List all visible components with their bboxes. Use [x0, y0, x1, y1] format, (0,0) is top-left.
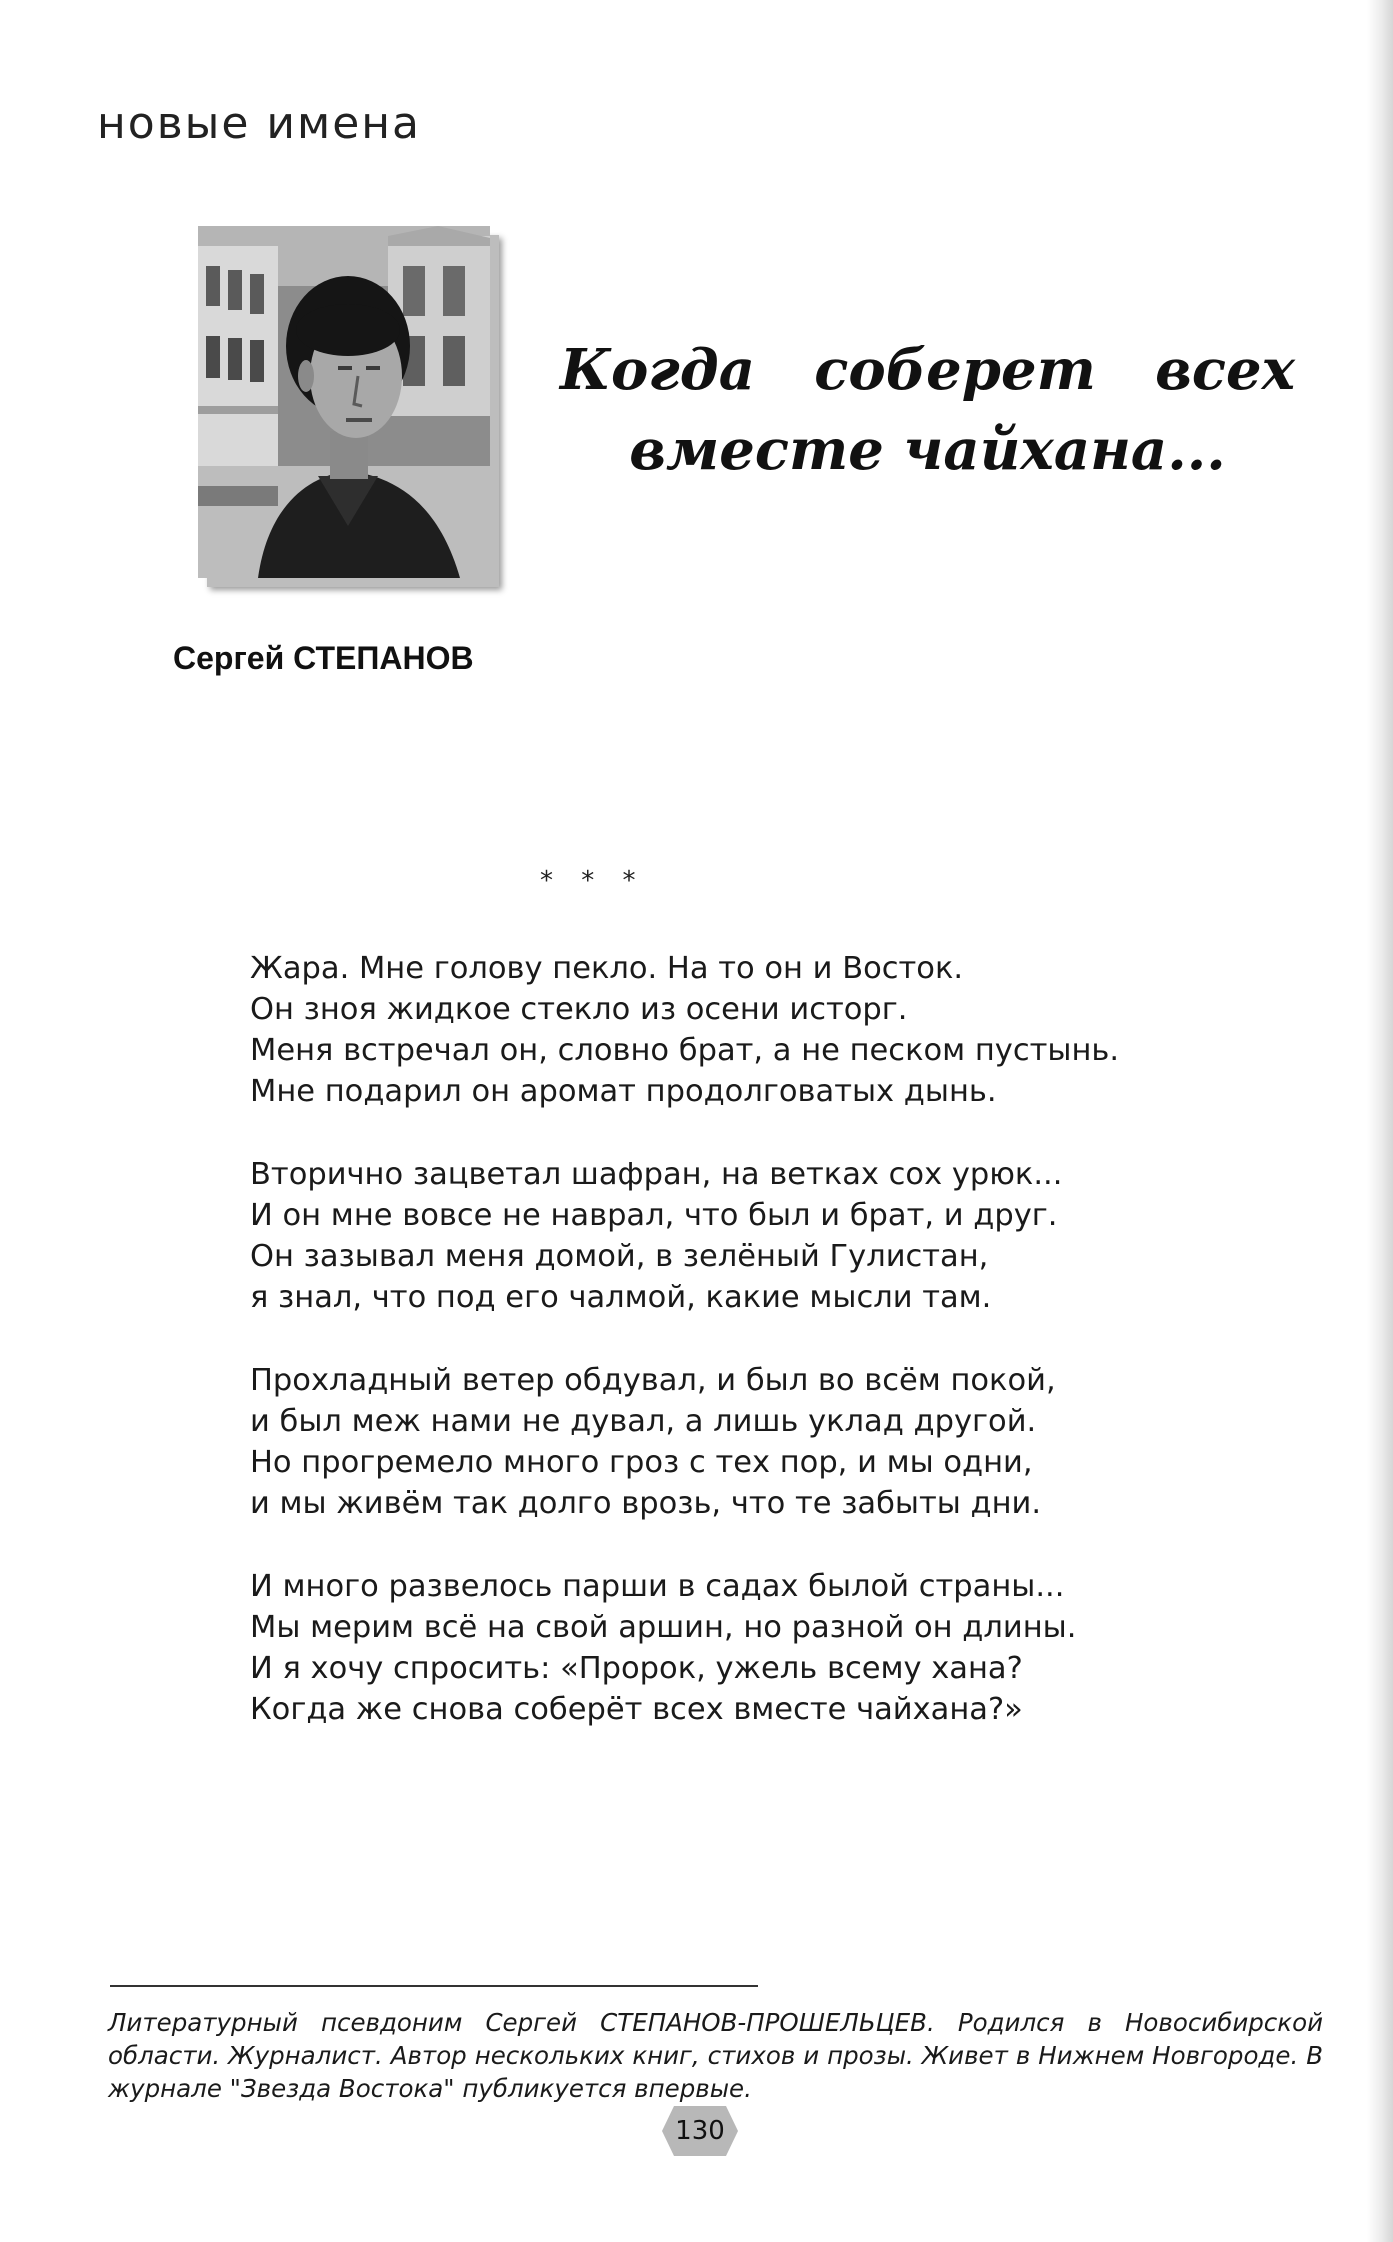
stanza [250, 1154, 1150, 1318]
poem-line: И много развелось парши в садах былой страны... [250, 1569, 1065, 1604]
stanza [250, 1566, 1150, 1730]
poem-line: Мне подарил он аромат продолговатых дынь. [250, 1074, 997, 1109]
poem-separator: * * * [540, 866, 646, 896]
footnote-divider [110, 1985, 758, 1987]
poem-line: Мы мерим всё на свой аршин, но разной он длины. [250, 1610, 1077, 1645]
poem-title-line-2: вместе чайхана... [629, 417, 1226, 483]
poem-title-line-1 [560, 330, 1295, 410]
page-number: 130 [675, 2116, 725, 2146]
poem-line: Он зноя жидкое стекло из осени исторг. [250, 992, 908, 1027]
author-photo [198, 226, 490, 578]
poem-line: я знал, что под его чалмой, какие мысли там. [250, 1280, 992, 1315]
poem-line: Когда же снова соберёт всех вместе чайхана?» [250, 1692, 1023, 1727]
title-word: соберет [814, 337, 1096, 403]
title-word: Когда [560, 337, 756, 403]
poem-body [250, 948, 1150, 1772]
poem-line: Меня встречал он, словно брат, а не песком пустынь. [250, 1033, 1120, 1068]
poem-line: и мы живём так долго врозь, что те забыты дни. [250, 1486, 1042, 1521]
page-number-badge [660, 2102, 740, 2160]
poem-line: Он зазывал меня домой, в зелёный Гулистан, [250, 1239, 989, 1274]
page-edge-shading [1367, 0, 1393, 2242]
section-label: новые имена [97, 98, 422, 149]
poem-line: и был меж нами не дувал, а лишь уклад другой. [250, 1404, 1037, 1439]
stanza [250, 948, 1150, 1112]
poem-line: Жара. Мне голову пекло. На то он и Восток. [250, 951, 964, 986]
poem-title [560, 330, 1295, 490]
poem-line: И я хочу спросить: «Пророк, ужель всему хана? [250, 1651, 1023, 1686]
poem-line: И он мне вовсе не наврал, что был и брат, и друг. [250, 1198, 1058, 1233]
poem-line: Вторично зацветал шафран, на ветках сох урюк... [250, 1157, 1063, 1192]
title-word: всех [1155, 337, 1295, 403]
stanza [250, 1360, 1150, 1524]
author-name: Сергей СТЕПАНОВ [173, 640, 474, 676]
poem-line: Но прогремело много гроз с тех пор, и мы одни, [250, 1445, 1033, 1480]
author-footnote: Литературный псевдоним Сергей СТЕПАНОВ-ПРОШЕЛЬЦЕВ. Родился в Новосибирской области. Журналист. Автор нескольких книг, стихов и прозы. Живет в Нижнем Новгороде. В журнале "Звезда Востока" публикуется впервые. [108, 2008, 1323, 2103]
poem-line: Прохладный ветер обдувал, и был во всём покой, [250, 1363, 1056, 1398]
